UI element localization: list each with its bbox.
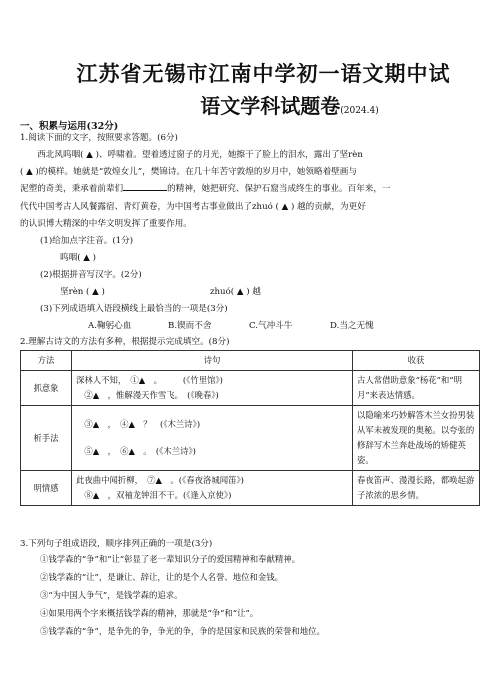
option-b: B.锲而不舍 (168, 321, 212, 331)
method-cell: 抓意象 (21, 371, 72, 406)
gain-cell: 古人常借助意象“杨花”和“明月”来表达情感。 (353, 371, 480, 406)
header-gain: 收获 (353, 351, 480, 371)
q1-sub2-a: 坚rèn ( ▲ ) (60, 287, 105, 297)
section-heading: 一、积累与运用(32分) (20, 121, 119, 132)
passage-line: 西北风呜咽( ▲ )、呼啸着。望着透过窗子的月光，她擦干了脸上的泪水，露出了坚rèn (37, 150, 363, 160)
method-cell: 析手法 (21, 406, 72, 471)
option-c: C.气冲斗牛 (249, 321, 293, 331)
passage-line: 的认识博大精深的中华文明发挥了重要作用。 (20, 218, 192, 229)
header-method: 方法 (21, 351, 72, 371)
q3-stem: 3.下列句子组成语段，顺序排列正确的一项是(3分) (20, 539, 213, 549)
passage-line: ( ▲ )的模样。她就是“敦煌女儿”，樊锦诗。在几十年苦守敦煌的岁月中，她领略着壁画与 (20, 167, 357, 178)
method-cell: 明情感 (21, 471, 72, 506)
option-a: A.鞠躬心血 (88, 321, 132, 331)
poem-cell: 此夜曲中闻折柳， ⑦▲ 。(《春夜洛城闻笛》) ⑧▲ ，双袖龙钟泪不干。(《逢入京使》) (72, 471, 353, 506)
q3-item: ⑤钱学森的“争”，是争先的争，争光的争，争的是国家和民族的荣誉和地位。 (40, 626, 325, 636)
poem-cell: 深林人不知， ①▲ 。 (《竹里馆》) ②▲ ，惟解漫天作雪飞。 (《晚春》) (72, 371, 353, 406)
q1-passage (20, 147, 478, 233)
q1-sub1: (1)给加点字注音。(1分) (40, 236, 134, 246)
gain-cell: 春夜笛声、漫漫长路，都唤起游子浓浓的思乡情。 (353, 471, 480, 506)
q3-item: ④如果用两个字来概括钱学森的精神，那就是“争”和“让”。 (40, 608, 259, 618)
title-text: 语文学科试题卷 (200, 94, 341, 118)
table-row (21, 371, 480, 406)
poem-cell: ③▲ ， ④▲ ？ (《木兰诗》) ⑤▲ ， ⑥▲ 。 (《木兰诗》) (72, 406, 353, 471)
idiom-blank (123, 181, 167, 191)
q1-sub2: (2)根据拼音写汉字。(2分) (40, 270, 142, 280)
table-row (21, 406, 480, 471)
gain-cell: 以隐喻来巧妙解答木兰女扮男装从军未被发现的奥秘。以夸张的修辞写木兰奔赴战场的矫健英姿。 (353, 406, 480, 471)
passage-line: 泥塑的奇美，秉承着前辈们 的精神，她把研究、保护石窟当成终生的事业。百年来，一 (20, 181, 478, 198)
table-header-row (21, 351, 480, 371)
q3-item: ③“为中国人争气”，是钱学森的追求。 (40, 590, 183, 600)
passage-line: 代代中国考古人风餐露宿、青灯黄卷，为中国考古事业做出了zhuó ( ▲ ) 越的贡献，为更好 (20, 201, 366, 212)
q3-item: ②钱学森的“让”，是谦让、辞让，让的是个人名誉、地位和金钱。 (40, 572, 284, 582)
exam-date: (2024.4) (340, 106, 379, 116)
option-d: D.当之无愧 (330, 321, 374, 331)
table-row (21, 471, 480, 506)
title-line-2 (0, 90, 499, 119)
q2-stem: 2.理解古诗文的方法有多种，根据提示完成填空。(8分) (20, 337, 230, 347)
q1-sub2-b: zhuó( ▲ ) 越 (210, 287, 261, 297)
header-poem: 诗句 (72, 351, 353, 371)
poetry-table (20, 350, 480, 506)
q1-sub1-answer: 呜咽( ▲ ) (60, 253, 96, 263)
q3-item: ①钱学森的“争”和“让”彰显了老一辈知识分子的爱国精神和奉献精神。 (40, 554, 300, 564)
title-line-1: 江苏省无锡市江南中学初一语文期中试 (76, 61, 451, 86)
q1-sub3: (3)下列成语填入语段横线上最恰当的一项是(3分) (40, 304, 228, 314)
q1-stem: 1.阅读下面的文字，按照要求答题。(6分) (20, 133, 178, 143)
